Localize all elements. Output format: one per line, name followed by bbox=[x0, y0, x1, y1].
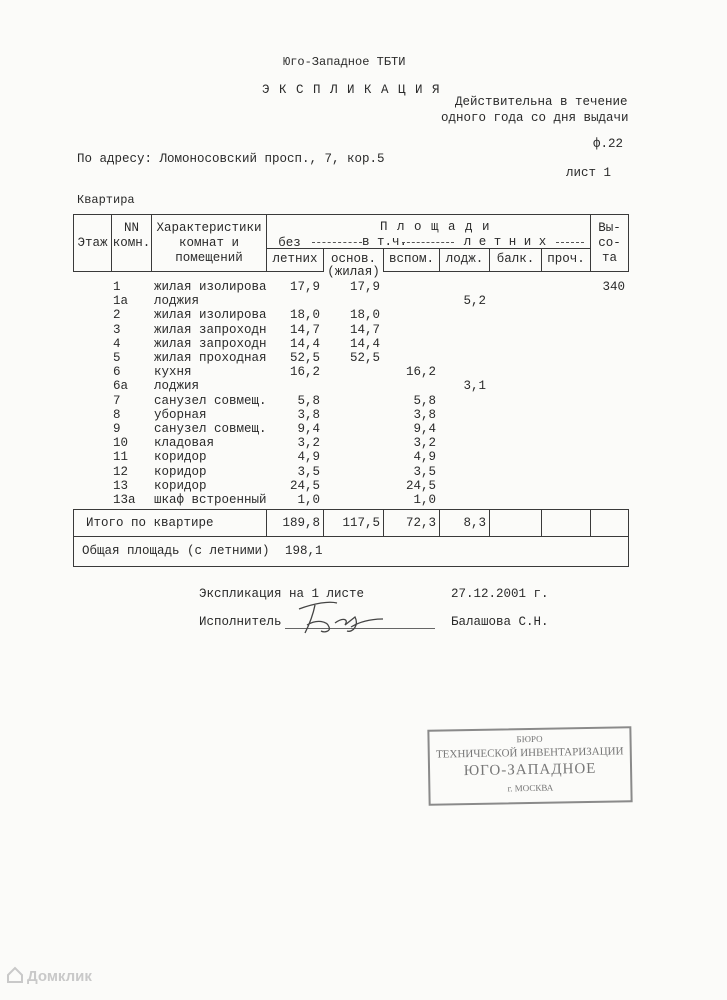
row-room-name: жилая проходная bbox=[154, 351, 267, 365]
row-aux-area: 9,4 bbox=[413, 422, 436, 436]
row-aux-area: 3,2 bbox=[413, 436, 436, 451]
row-number: 12 bbox=[113, 464, 129, 479]
issue-date: 27.12.2001 г. bbox=[451, 587, 549, 601]
row-total-area: 17,9 bbox=[289, 280, 320, 294]
watermark-house-icon bbox=[6, 966, 24, 988]
row-room-name: жилая изолирова bbox=[154, 280, 267, 294]
stamp-line-2: ТЕХНИЧЕСКОЙ ИНВЕНТАРИЗАЦИИ bbox=[435, 745, 624, 761]
totals-aux: 72,3 bbox=[405, 516, 436, 530]
row-room-name: лоджия bbox=[154, 379, 200, 394]
header-floor: Этаж bbox=[77, 236, 108, 250]
table-row bbox=[0, 450, 727, 464]
row-total-area: 14,7 bbox=[289, 322, 320, 337]
form-number: ф.22 bbox=[593, 137, 624, 151]
row-room-name: шкаф встроенный bbox=[154, 493, 267, 507]
address: По адресу: Ломоносовский просп., 7, кор.5 bbox=[77, 152, 385, 166]
row-number: 1 bbox=[113, 280, 121, 294]
row-aux-area: 4,9 bbox=[413, 450, 436, 465]
row-main-area: 14,4 bbox=[349, 336, 380, 351]
row-number: 7 bbox=[113, 393, 121, 408]
header-no-summer-line1: без bbox=[278, 236, 301, 250]
table-row bbox=[0, 365, 727, 379]
header-main-line1: основ. bbox=[330, 252, 376, 266]
table-row bbox=[0, 337, 727, 351]
header-height-line3: та bbox=[601, 251, 617, 265]
header-height-line1: Вы- bbox=[598, 221, 621, 235]
header-nn-line2: комн. bbox=[112, 236, 151, 250]
row-main-area: 14,7 bbox=[349, 322, 380, 337]
header-height-line2: со- bbox=[598, 236, 621, 250]
sheets-note: Экспликация на 1 листе bbox=[199, 587, 365, 601]
row-number: 13 bbox=[113, 478, 129, 493]
row-number: 1а bbox=[113, 294, 129, 309]
header-summer: л е т н и х bbox=[463, 235, 547, 249]
row-total-area: 5,8 bbox=[297, 393, 320, 408]
table-row bbox=[0, 408, 727, 422]
table-row bbox=[0, 493, 727, 507]
validity-line-1: Действительна в течение bbox=[455, 95, 628, 109]
watermark-text: Домклик bbox=[27, 968, 92, 985]
document-title: Э К С П Л И К А Ц И Я bbox=[262, 83, 441, 97]
row-number: 3 bbox=[113, 322, 121, 337]
header-char-line2: комнат и bbox=[178, 236, 239, 250]
row-main-area: 52,5 bbox=[349, 351, 380, 365]
row-number: 10 bbox=[113, 436, 129, 451]
overall-area-label: Общая площадь (с летними) bbox=[82, 544, 270, 558]
table-row bbox=[0, 394, 727, 408]
overall-area-value: 198,1 bbox=[285, 544, 323, 558]
row-total-area: 3,8 bbox=[297, 407, 320, 422]
row-number: 4 bbox=[113, 336, 121, 351]
row-number: 9 bbox=[113, 422, 121, 436]
header-char-line3: помещений bbox=[175, 251, 243, 265]
row-number: 2 bbox=[113, 308, 121, 323]
row-number: 8 bbox=[113, 407, 121, 422]
watermark bbox=[6, 966, 92, 988]
row-number: 11 bbox=[113, 450, 129, 465]
header-no-summer-line2: летних bbox=[272, 252, 318, 266]
organization-name: Юго-Западное ТБТИ bbox=[283, 55, 406, 69]
row-room-name: кладовая bbox=[154, 436, 215, 451]
row-room-name: жилая запроходн bbox=[154, 336, 267, 351]
row-total-area: 9,4 bbox=[297, 422, 320, 436]
executor-label: Исполнитель bbox=[199, 615, 282, 629]
row-main-area: 17,9 bbox=[349, 280, 380, 294]
row-total-area: 14,4 bbox=[289, 336, 320, 351]
header-areas: П л о щ а д и bbox=[380, 220, 491, 234]
totals-label: Итого по квартире bbox=[86, 516, 214, 530]
row-room-name: коридор bbox=[154, 450, 207, 465]
row-room-name: жилая изолирова bbox=[154, 308, 267, 323]
totals-total: 189,8 bbox=[282, 516, 320, 530]
header-balcony: балк. bbox=[496, 252, 535, 266]
table-row bbox=[0, 294, 727, 308]
header-including: в т.ч. bbox=[362, 235, 408, 249]
row-room-name: коридор bbox=[154, 464, 207, 479]
row-aux-area: 3,5 bbox=[413, 464, 436, 479]
row-room-name: жилая запроходн bbox=[154, 322, 267, 337]
row-total-area: 1,0 bbox=[297, 493, 320, 507]
table-row bbox=[0, 351, 727, 365]
header-other: проч. bbox=[547, 252, 585, 266]
header-nn-line1: NN bbox=[123, 221, 139, 235]
section-label: Квартира bbox=[77, 193, 135, 207]
row-room-name: лоджия bbox=[154, 294, 200, 309]
row-total-area: 18,0 bbox=[289, 308, 320, 323]
table-row bbox=[0, 280, 727, 294]
row-total-area: 52,5 bbox=[289, 351, 320, 365]
row-aux-area: 1,0 bbox=[413, 493, 436, 507]
row-total-area: 3,2 bbox=[297, 436, 320, 451]
executor-name: Балашова С.Н. bbox=[451, 615, 549, 629]
signature bbox=[285, 595, 405, 637]
row-total-area: 3,5 bbox=[297, 464, 320, 479]
header-main-line2: (жилая) bbox=[324, 266, 383, 279]
stamp-line-4: г. МОСКВА bbox=[507, 782, 554, 794]
row-aux-area: 3,8 bbox=[413, 407, 436, 422]
row-room-name: коридор bbox=[154, 478, 207, 493]
row-number: 6а bbox=[113, 379, 129, 394]
table-row bbox=[0, 323, 727, 337]
row-total-area: 16,2 bbox=[289, 365, 320, 380]
row-aux-area: 24,5 bbox=[405, 478, 436, 493]
row-room-name: санузел совмещ. bbox=[154, 393, 267, 408]
header-loggia: лодж. bbox=[445, 252, 484, 266]
stamp-line-1: БЮРО bbox=[516, 733, 543, 745]
row-main-area: 18,0 bbox=[349, 308, 380, 323]
header-aux: вспом. bbox=[388, 252, 434, 266]
bti-stamp bbox=[427, 726, 632, 806]
stamp-line-3: ЮГО-ЗАПАДНОЕ bbox=[463, 760, 597, 780]
row-number: 6 bbox=[113, 365, 121, 380]
sheet-number: лист 1 bbox=[566, 166, 612, 180]
row-number: 5 bbox=[113, 351, 121, 365]
table-row bbox=[0, 465, 727, 479]
row-height: 340 bbox=[602, 280, 625, 294]
row-total-area: 4,9 bbox=[297, 450, 320, 465]
totals-main: 117,5 bbox=[342, 516, 380, 530]
row-number: 13а bbox=[113, 493, 136, 507]
totals-loggia: 8,3 bbox=[463, 516, 486, 530]
row-total-area: 24,5 bbox=[289, 478, 320, 493]
table-row bbox=[0, 479, 727, 493]
table-row bbox=[0, 308, 727, 322]
row-aux-area: 5,8 bbox=[413, 393, 436, 408]
validity-line-2: одного года со дня выдачи bbox=[441, 111, 629, 125]
row-room-name: уборная bbox=[154, 407, 207, 422]
row-room-name: кухня bbox=[154, 365, 192, 380]
row-loggia-area: 3,1 bbox=[463, 379, 486, 394]
row-loggia-area: 5,2 bbox=[463, 294, 486, 309]
table-row bbox=[0, 436, 727, 450]
row-aux-area: 16,2 bbox=[405, 365, 436, 380]
table-row bbox=[0, 422, 727, 436]
row-room-name: санузел совмещ. bbox=[154, 422, 267, 436]
table-row bbox=[0, 379, 727, 393]
header-char-line1: Характеристики bbox=[156, 221, 262, 235]
